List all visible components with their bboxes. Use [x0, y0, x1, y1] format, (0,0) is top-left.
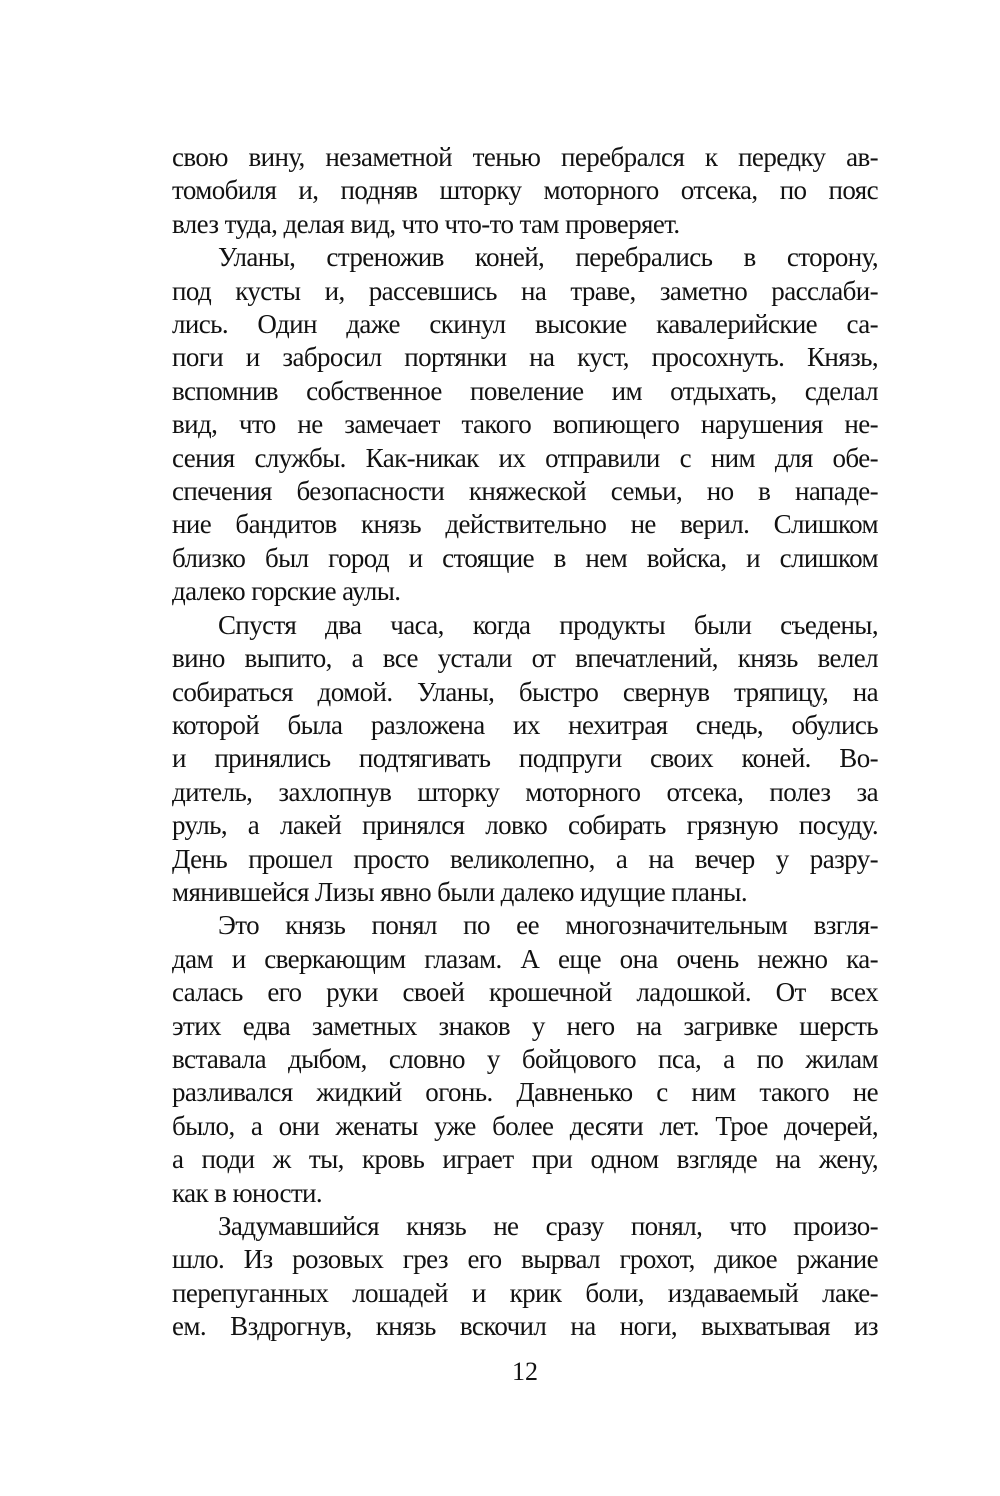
page-number: 12 [512, 1357, 538, 1386]
text-line: которой была разложена их нехитрая снедь, обулись [172, 709, 878, 740]
text-line: вид, что не замечает такого вопиющего нарушения не- [172, 409, 878, 440]
text-line: День прошел просто великолепно, а на вечер у разру- [172, 843, 878, 874]
text-line: поги и забросил портянки на куст, просохнуть. Князь, [172, 342, 878, 373]
text-line: ем. Вздрогнув, князь вскочил на ноги, выхватывая из [172, 1311, 878, 1342]
paragraph [172, 1210, 878, 1344]
text-line: Задумавшийся князь не сразу понял, что произо- [218, 1211, 878, 1241]
text-line: шло. Из розовых грез его вырвал грохот, дикое ржание [172, 1244, 878, 1275]
paragraph [172, 609, 878, 910]
text-line: дам и сверкающим глазам. А еще она очень нежно ка- [172, 943, 878, 974]
paragraph [172, 241, 878, 608]
paragraph [172, 909, 878, 1210]
text-line: сения службы. Как-никак их отправили с ним для обе- [172, 442, 878, 473]
text-line: спечения безопасности княжеской семьи, но в нападе- [172, 476, 878, 507]
text-line: вспомнив собственное повеление им отдыхать, сделал [172, 375, 878, 406]
text-line: Это князь понял по ее многозначительным взгля- [218, 910, 878, 941]
text-line: ние бандитов князь действительно не верил. Слишком [172, 509, 878, 540]
paragraph [172, 141, 878, 241]
text-line: дитель, захлопнув шторку моторного отсека, полез за [172, 776, 878, 807]
text-line: Уланы, стреножив коней, перебрались в сторону, [218, 242, 878, 273]
text-line: лись. Один даже скинул высокие кавалерийские са- [172, 309, 878, 340]
text-line: собираться домой. Уланы, быстро свернув тряпицу, на [172, 676, 878, 707]
text-line: руль, а лакей принялся ловко собирать грязную посуду. [172, 810, 878, 841]
text-line: было, а они женаты уже более десяти лет. Трое дочерей, [172, 1110, 878, 1141]
text-line: влез туда, делая вид, что что-то там проверяет. [172, 208, 680, 239]
text-line: вставала дыбом, словно у бойцового пса, а по жилам [172, 1043, 878, 1074]
text-line: как в юности. [172, 1177, 323, 1208]
text-line: салась его руки своей крошечной ладошкой. От всех [172, 977, 878, 1008]
text-line: томобиля и, подняв шторку моторного отсека, по пояс [172, 175, 878, 206]
text-line: свою вину, незаметной тенью перебрался к передку ав- [172, 142, 878, 172]
text-line: далеко горские аулы. [172, 576, 401, 607]
text-line: близко был город и стоящие в нем войска, и слишком [172, 542, 878, 573]
text-line: вино выпито, а все устали от впечатлений, князь велел [172, 643, 878, 674]
text-line: под кусты и, рассевшись на траве, заметно расслаби- [172, 275, 878, 306]
text-line: Спустя два часа, когда продукты были съедены, [218, 609, 878, 640]
text-line: мянившейся Лизы явно были далеко идущие планы. [172, 876, 747, 907]
text-block [172, 141, 878, 1344]
text-line: а поди ж ты, кровь играет при одном взгляде на жену, [172, 1144, 878, 1175]
text-line: и принялись подтягивать подпруги своих коней. Во- [172, 743, 878, 774]
text-line: перепуганных лошадей и крик боли, издаваемый лаке- [172, 1277, 878, 1308]
text-line: разливался жидкий огонь. Давненько с ним такого не [172, 1077, 878, 1108]
text-line: этих едва заметных знаков у него на загривке шерсть [172, 1010, 878, 1041]
